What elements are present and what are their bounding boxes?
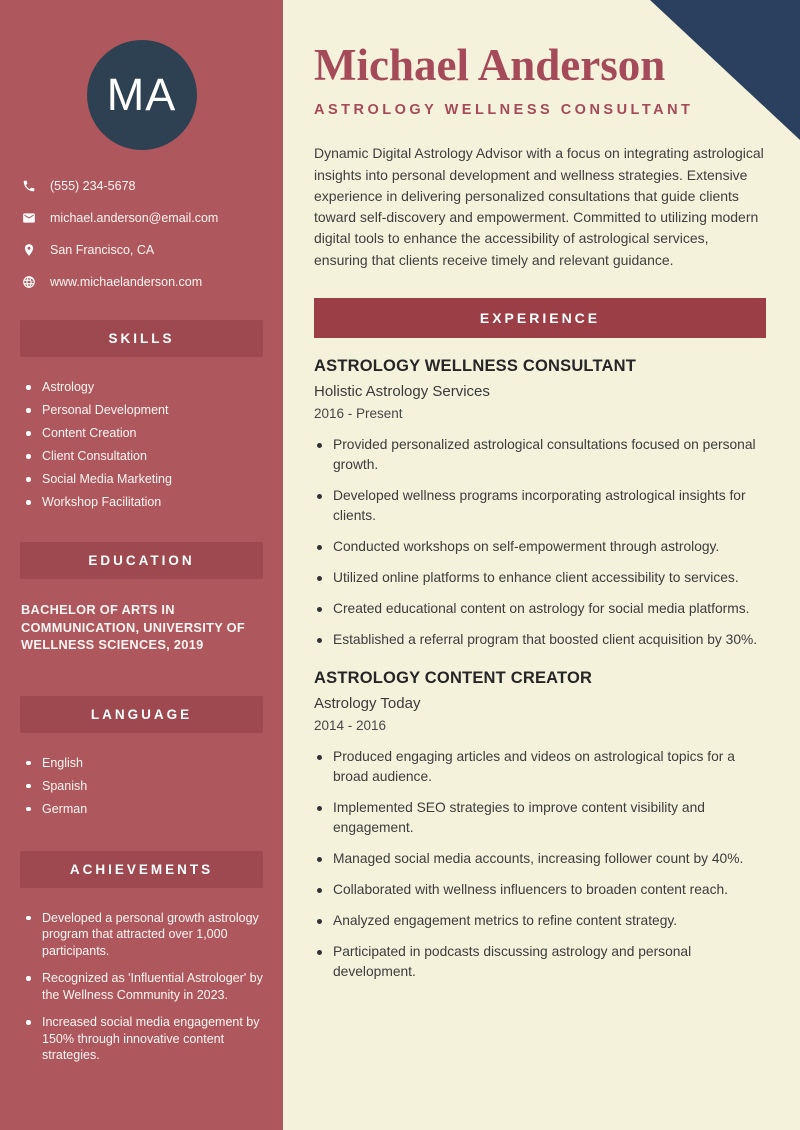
job-dates: 2014 - 2016 — [314, 718, 387, 734]
experience-banner — [314, 298, 766, 338]
avatar-initials: MA — [106, 69, 177, 120]
skills-heading-label: SKILLS — [108, 331, 175, 346]
job-title: ASTROLOGY WELLNESS CONSULTANT — [314, 357, 637, 376]
summary-paragraph: Dynamic Digital Astrology Advisor with a focus on integrating astrological insights into personal development and wellness strategies. Extensive experience in delivering personalized consultations that guide clients toward self-discovery and empowerment. Committed to utilizing modern digital tools to enhance the accessibility of astrological services, ensuring that clients receive timely and relevant guidance. — [314, 145, 764, 268]
experience-banner-label: EXPERIENCE — [479, 310, 601, 327]
main-content — [283, 0, 800, 1130]
job-entry-2 — [314, 669, 766, 982]
education-heading-label: EDUCATION — [88, 553, 195, 568]
achievements-heading — [20, 851, 263, 888]
job-bullet: Participated in podcasts discussing astrology and personal development. — [314, 942, 766, 982]
language-item: German — [20, 801, 263, 817]
job-bullet: Collaborated with wellness influencers to broaden content reach. — [314, 880, 766, 900]
contact-email-row — [22, 210, 263, 226]
achievement-item: Developed a personal growth astrology program that attracted over 1,000 participants. — [20, 910, 263, 960]
job-bullet: Provided personalized astrological consultations focused on personal growth. — [314, 435, 766, 475]
sidebar — [0, 0, 283, 1130]
job-bullet: Implemented SEO strategies to improve content visibility and engagement. — [314, 798, 766, 838]
job-bullet: Produced engaging articles and videos on astrological topics for a broad audience. — [314, 747, 766, 787]
contact-phone-text: (555) 234-5678 — [50, 179, 136, 193]
achievement-item: Recognized as 'Influential Astrologer' by the Wellness Community in 2023. — [20, 970, 263, 1003]
job-company: Astrology Today — [314, 695, 421, 713]
contact-email-text: michael.anderson@email.com — [50, 211, 219, 225]
job-bullet: Established a referral program that boosted client acquisition by 30%. — [314, 630, 766, 650]
contact-location-row — [22, 242, 263, 258]
corner-triangle-decoration — [650, 0, 800, 140]
job-bullet: Analyzed engagement metrics to refine content strategy. — [314, 911, 766, 931]
job-bullet: Created educational content on astrology for social media platforms. — [314, 599, 766, 619]
job-dates: 2016 - Present — [314, 406, 403, 422]
globe-icon — [22, 275, 36, 289]
skill-item: Workshop Facilitation — [20, 494, 263, 510]
role-subtitle: ASTROLOGY WELLNESS CONSULTANT — [314, 102, 694, 119]
job-entry-1 — [314, 357, 766, 650]
contact-website-text: www.michaelanderson.com — [50, 275, 203, 289]
job-bullet: Utilized online platforms to enhance client accessibility to services. — [314, 568, 766, 588]
skill-item: Client Consultation — [20, 448, 263, 464]
contact-list — [20, 178, 263, 290]
job-bullet: Managed social media accounts, increasing follower count by 40%. — [314, 849, 766, 869]
job-bullet-list — [314, 435, 766, 650]
avatar — [87, 40, 197, 150]
job-bullet: Conducted workshops on self-empowerment through astrology. — [314, 537, 766, 557]
phone-icon — [22, 179, 36, 193]
location-icon — [22, 243, 36, 257]
contact-location-text: San Francisco, CA — [50, 243, 155, 257]
skills-list — [20, 379, 263, 510]
email-icon — [22, 211, 36, 225]
skill-item: Content Creation — [20, 425, 263, 441]
language-item: English — [20, 755, 263, 771]
achievements-list — [20, 910, 263, 1064]
education-text: BACHELOR OF ARTS IN COMMUNICATION, UNIVERSITY OF WELLNESS SCIENCES, 2019 — [21, 602, 246, 652]
contact-phone-row — [22, 178, 263, 194]
page-title: Michael Anderson — [314, 40, 666, 90]
contact-website-row — [22, 274, 263, 290]
skills-heading — [20, 320, 263, 357]
skill-item: Social Media Marketing — [20, 471, 263, 487]
language-item: Spanish — [20, 778, 263, 794]
language-list — [20, 755, 263, 817]
achievements-heading-label: ACHIEVEMENTS — [69, 861, 214, 877]
job-bullet: Developed wellness programs incorporating astrological insights for clients. — [314, 486, 766, 526]
job-bullet-list — [314, 747, 766, 982]
language-heading — [20, 696, 263, 733]
job-company: Holistic Astrology Services — [314, 383, 490, 401]
language-heading-label: LANGUAGE — [90, 706, 193, 722]
education-heading — [20, 542, 263, 579]
achievement-item: Increased social media engagement by 150% through innovative content strategies. — [20, 1014, 263, 1064]
skill-item: Astrology — [20, 379, 263, 395]
job-title: ASTROLOGY CONTENT CREATOR — [314, 669, 593, 688]
skill-item: Personal Development — [20, 402, 263, 418]
